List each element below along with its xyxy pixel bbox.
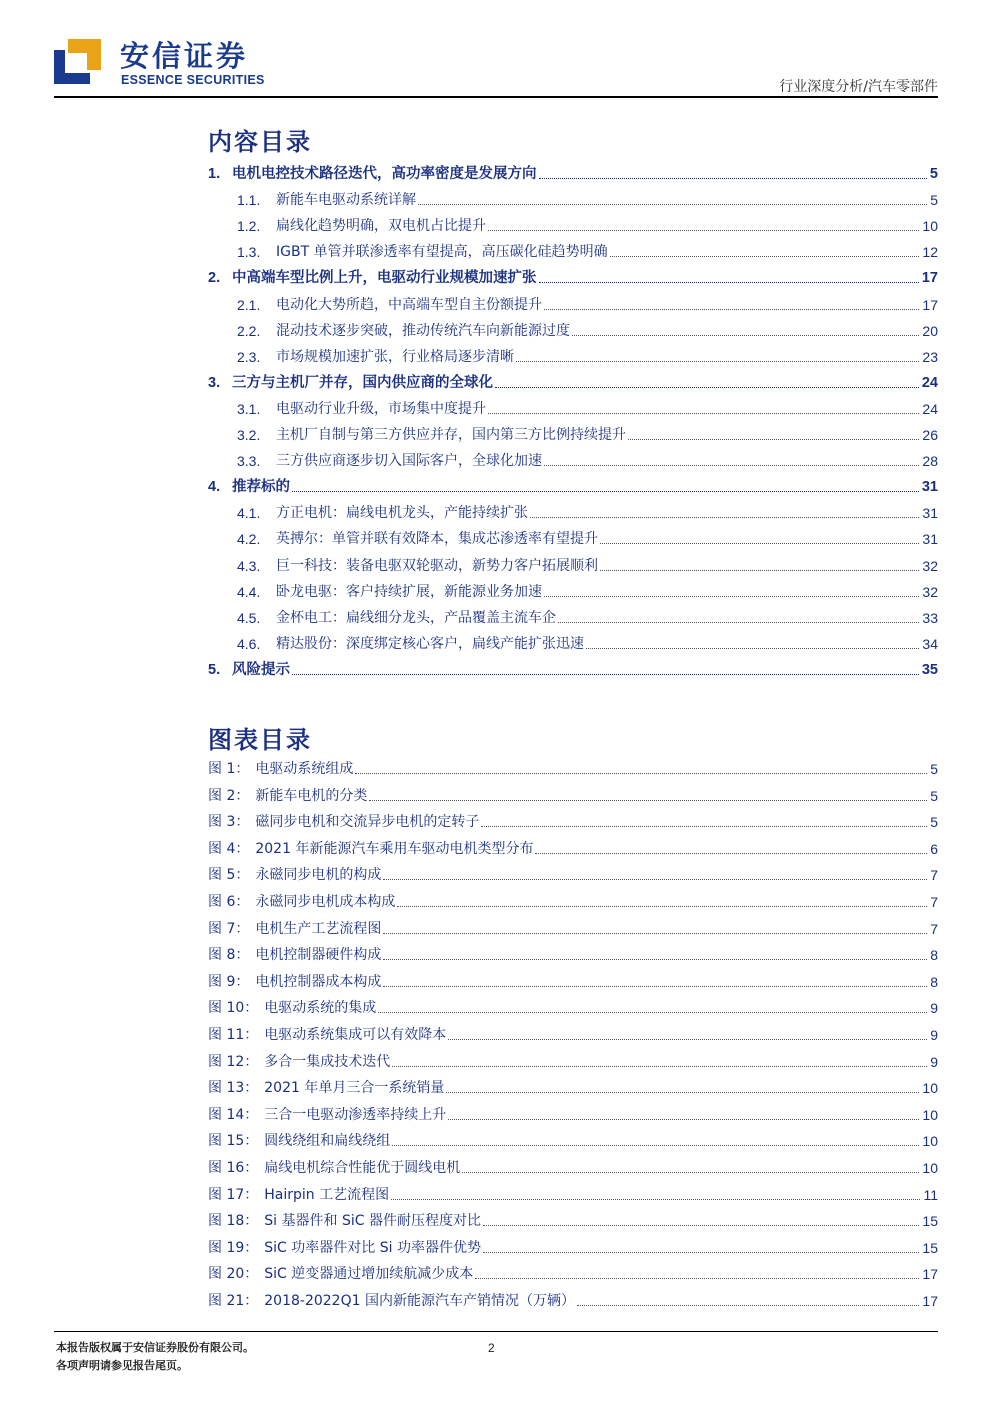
figure-entry-page: 10 — [922, 1080, 938, 1097]
toc-subsection-entry-page: 24 — [922, 400, 938, 417]
figure-entry-num: 图 18： — [208, 1213, 259, 1230]
toc-section-entry-label: 中高端车型比例上升，电驱动行业规模加速扩张 — [232, 270, 537, 287]
figure-entry[interactable] — [208, 892, 938, 912]
figure-entry-num: 图 4： — [208, 840, 250, 857]
toc-subsection-entry-leader-dots — [544, 596, 919, 597]
page-number: 2 — [488, 1341, 495, 1355]
figure-entry[interactable] — [208, 945, 938, 965]
toc-subsection-entry-label: 新能车电驱动系统详解 — [276, 192, 416, 209]
figure-entry-label: 永磁同步电机成本构成 — [255, 894, 396, 910]
toc-subsection-entry-label: 混动技术逐步突破，推动传统汽车向新能源过度 — [276, 322, 570, 339]
toc-subsection-entry-num: 4.1. — [237, 505, 261, 522]
figure-entry[interactable] — [208, 812, 938, 832]
figure-entry-leader-dots — [448, 1039, 927, 1040]
figure-entry-leader-dots — [392, 1145, 919, 1146]
figure-entry-label: SiC 逆变器通过增加续航减少成本 — [264, 1266, 474, 1283]
toc-section-entry-leader-dots — [539, 178, 927, 179]
figure-entry[interactable] — [208, 1264, 938, 1284]
toc-section-entry-leader-dots — [539, 282, 919, 283]
figure-entry-num: 图 19： — [208, 1239, 259, 1256]
toc-title: 内容目录 — [208, 128, 312, 156]
figure-entry[interactable] — [208, 1131, 938, 1151]
figure-entry-page: 10 — [922, 1160, 938, 1176]
figure-entry-page: 7 — [930, 920, 938, 937]
toc-subsection-entry-page: 12 — [922, 244, 938, 261]
figure-entry-num: 图 12： — [208, 1053, 259, 1070]
toc-subsection-entry-page: 32 — [922, 557, 938, 574]
toc-subsection-entry[interactable] — [237, 451, 938, 471]
footer-disclaimer: 各项声明请参见报告尾页。 — [56, 1359, 188, 1372]
figure-entry-num: 图 1： — [208, 761, 250, 777]
toc-subsection-entry-leader-dots — [600, 543, 919, 544]
toc-subsection-entry-num: 4.3. — [237, 557, 261, 574]
toc-subsection-entry-label: 英搏尔：单管并联有效降本，集成芯渗透率有望提升 — [276, 531, 598, 548]
toc-subsection-entry[interactable] — [237, 582, 938, 602]
figure-entry[interactable] — [208, 865, 938, 885]
toc-subsection-entry-label: 电动化大势所趋，中高端车型自主份额提升 — [276, 296, 542, 313]
toc-subsection-entry[interactable] — [237, 634, 938, 654]
figure-entry-page: 15 — [922, 1213, 938, 1230]
figure-entry[interactable] — [208, 839, 938, 859]
toc-subsection-entry-num: 2.1. — [237, 296, 261, 313]
figure-entry-label: Si 基器件和 SiC 器件耐压程度对比 — [264, 1213, 481, 1230]
figure-entry-page: 7 — [930, 894, 938, 910]
figure-entry[interactable] — [208, 1211, 938, 1231]
toc-subsection-entry-page: 33 — [922, 609, 938, 626]
toc-subsection-entry-leader-dots — [418, 204, 927, 205]
footer-copyright: 本报告版权属于安信证券股份有限公司。 — [56, 1341, 254, 1354]
figure-entry-label: 三合一电驱动渗透率持续上升 — [264, 1106, 447, 1123]
toc-subsection-entry-leader-dots — [544, 309, 919, 310]
figure-entry-page: 10 — [922, 1106, 938, 1123]
figure-entry-page: 8 — [930, 973, 938, 990]
figure-entry-leader-dots — [383, 933, 927, 934]
figure-entry-page: 5 — [930, 814, 938, 831]
toc-subsection-entry-label: 金杯电工：扁线细分龙头，产品覆盖主流车企 — [276, 609, 556, 626]
figure-entry-label: SiC 功率器件对比 Si 功率器件优势 — [264, 1239, 481, 1256]
toc-section-entry-leader-dots — [495, 387, 919, 388]
toc-subsection-entry[interactable] — [237, 503, 938, 523]
figure-entry-label: 新能车电机的分类 — [255, 787, 368, 804]
figure-entry[interactable] — [208, 1291, 938, 1311]
toc-subsection-entry-num: 4.4. — [237, 583, 261, 600]
toc-subsection-entry-leader-dots — [572, 335, 919, 336]
toc-section-entry[interactable] — [208, 164, 938, 184]
toc-subsection-entry-label: 巨一科技：装备电驱双轮驱动，新势力客户拓展顺利 — [276, 557, 598, 574]
toc-subsection-entry-leader-dots — [628, 439, 919, 440]
figure-entry-num: 图 13： — [208, 1080, 259, 1097]
toc-section-entry[interactable] — [208, 660, 938, 680]
toc-subsection-entry-leader-dots — [610, 256, 920, 257]
toc-section-entry-leader-dots — [292, 491, 919, 492]
report-category: 行业深度分析/汽车零部件 — [779, 79, 938, 95]
toc-subsection-entry-num: 1.1. — [237, 192, 261, 209]
figure-entry-num: 图 5： — [208, 867, 250, 884]
toc-subsection-entry-num: 2.2. — [237, 322, 261, 339]
toc-subsection-entry[interactable] — [237, 242, 938, 262]
figure-entry-leader-dots — [355, 773, 927, 774]
figure-entry-num: 图 20： — [208, 1266, 259, 1283]
toc-subsection-entry-label: 扁线化趋势明确，双电机占比提升 — [276, 218, 486, 235]
figure-entry-leader-dots — [397, 906, 927, 907]
figure-entry-label: 永磁同步电机的构成 — [255, 867, 382, 884]
toc-section-entry-num: 1. — [208, 166, 221, 182]
figure-entry-label: 电机生产工艺流程图 — [255, 920, 382, 937]
figure-entry-label: 电机控制器成本构成 — [255, 973, 382, 990]
toc-subsection-entry-label: 电驱动行业升级，市场集中度提升 — [276, 400, 486, 417]
toc-subsection-entry-leader-dots — [586, 648, 919, 649]
toc-subsection-entry[interactable] — [237, 556, 938, 576]
figure-entry-num: 图 16： — [208, 1160, 259, 1176]
toc-section-entry-num: 5. — [208, 661, 221, 678]
figure-entry-label: 磁同步电机和交流异步电机的定转子 — [255, 814, 480, 831]
toc-subsection-entry[interactable] — [237, 608, 938, 628]
figure-entry-leader-dots — [383, 959, 927, 960]
essence-logo-icon — [54, 36, 104, 84]
figure-entry-leader-dots — [483, 1252, 919, 1253]
figure-entry-label: 2021 年新能源汽车乘用车驱动电机类型分布 — [255, 840, 534, 857]
figure-entry-label: 电驱动系统集成可以有效降本 — [264, 1027, 447, 1043]
figure-entry-num: 图 21： — [208, 1293, 259, 1309]
figure-entry-num: 图 10： — [208, 1000, 259, 1017]
toc-subsection-entry-page: 32 — [922, 583, 938, 600]
toc-subsection-entry-page: 31 — [922, 505, 938, 522]
figure-entry-label: 电机控制器硬件构成 — [255, 947, 382, 964]
toc-subsection-entry[interactable] — [237, 347, 938, 367]
toc-subsection-entry-leader-dots — [488, 413, 919, 414]
toc-subsection-entry[interactable] — [237, 216, 938, 236]
figure-entry-leader-dots — [462, 1172, 919, 1173]
page-header — [54, 28, 938, 96]
figure-entry[interactable] — [208, 786, 938, 806]
figure-entry-num: 图 7： — [208, 920, 250, 937]
figure-entry-page: 9 — [930, 1027, 938, 1043]
figure-entry-num: 图 15： — [208, 1133, 259, 1150]
toc-section-entry-page: 35 — [921, 661, 938, 678]
toc-subsection-entry-page: 17 — [922, 296, 938, 313]
figure-entry-leader-dots — [577, 1305, 919, 1306]
toc-subsection-entry-num: 3.2. — [237, 427, 261, 443]
figure-entry-page: 7 — [930, 867, 938, 884]
toc-subsection-entry-leader-dots — [544, 465, 919, 466]
figure-entry-label: 电驱动系统组成 — [255, 761, 354, 777]
toc-section-entry-num: 4. — [208, 479, 221, 496]
toc-section-entry-num: 2. — [208, 270, 221, 287]
figure-entry-label: Hairpin 工艺流程图 — [264, 1186, 390, 1203]
figure-entry-leader-dots — [392, 1066, 927, 1067]
toc-subsection-entry[interactable] — [237, 295, 938, 315]
figure-entry[interactable] — [208, 1078, 938, 1098]
toc-subsection-entry-label: 方正电机：扁线电机龙头，产能持续扩张 — [276, 505, 528, 522]
figure-entry-page: 10 — [922, 1133, 938, 1150]
toc-subsection-entry-num: 3.3. — [237, 453, 261, 470]
toc-subsection-entry-page: 28 — [922, 453, 938, 470]
figure-entry[interactable] — [208, 1105, 938, 1125]
figure-entry-page: 17 — [922, 1266, 938, 1283]
figure-entry-leader-dots — [535, 853, 927, 854]
figure-entry-leader-dots — [369, 800, 927, 801]
toc-subsection-entry-num: 1.2. — [237, 218, 261, 235]
figure-entry-num: 图 17： — [208, 1186, 259, 1203]
figure-entry-leader-dots — [448, 1119, 919, 1120]
figure-entry-label: 扁线电机综合性能优于圆线电机 — [264, 1160, 461, 1176]
figure-entry-page: 9 — [930, 1000, 938, 1017]
toc-section-entry-page: 31 — [921, 479, 938, 496]
figure-entry-page: 5 — [930, 761, 938, 777]
toc-subsection-entry-label: 三方供应商逐步切入国际客户，全球化加速 — [276, 453, 542, 470]
figure-entry-leader-dots — [481, 826, 927, 827]
figure-entry-page: 5 — [930, 787, 938, 804]
toc-subsection-entry[interactable] — [237, 190, 938, 210]
toc-subsection-entry-page: 31 — [922, 531, 938, 548]
toc-section-entry-page: 5 — [929, 166, 938, 182]
figure-entry[interactable] — [208, 1238, 938, 1258]
toc-section-entry-num: 3. — [208, 374, 221, 391]
toc-subsection-entry-page: 10 — [922, 218, 938, 235]
figure-entry[interactable] — [208, 998, 938, 1018]
toc-subsection-entry-num: 3.1. — [237, 400, 261, 417]
toc-subsection-entry-page: 5 — [930, 192, 938, 209]
figure-entry-num: 图 8： — [208, 947, 250, 964]
toc-subsection-entry-num: 4.5. — [237, 609, 261, 626]
figure-entry-label: 2018-2022Q1 国内新能源汽车产销情况（万辆） — [264, 1293, 575, 1309]
toc-subsection-entry[interactable] — [237, 529, 938, 549]
toc-subsection-entry-num: 1.3. — [237, 244, 261, 261]
figure-entry[interactable] — [208, 1158, 938, 1178]
brand-name-en: ESSENCE SECURITIES — [121, 73, 265, 87]
toc-section-entry-label: 三方与主机厂并存，国内供应商的全球化 — [232, 374, 493, 391]
toc-section-entry[interactable] — [208, 268, 938, 288]
footer-divider — [54, 1331, 938, 1332]
toc-subsection-entry-label: 卧龙电驱：客户持续扩展，新能源业务加速 — [276, 583, 542, 600]
toc-section-entry-label: 推荐标的 — [232, 479, 290, 496]
figure-entry-label: 多合一集成技术迭代 — [264, 1053, 391, 1070]
toc-subsection-entry-page: 20 — [922, 322, 938, 339]
toc-subsection-entry-label: IGBT 单管并联渗透率有望提高，高压碳化硅趋势明确 — [276, 244, 608, 261]
toc-subsection-entry-leader-dots — [516, 361, 919, 362]
figure-entry[interactable] — [208, 759, 938, 779]
figure-entry-num: 图 11： — [208, 1027, 259, 1043]
toc-subsection-entry[interactable] — [237, 399, 938, 419]
toc-subsection-entry-leader-dots — [530, 517, 919, 518]
figure-entry-num: 图 9： — [208, 973, 250, 990]
figure-list-title: 图表目录 — [208, 726, 312, 754]
figure-entry[interactable] — [208, 972, 938, 992]
toc-section-entry[interactable] — [208, 373, 938, 393]
figure-entry-page: 9 — [930, 1053, 938, 1070]
figure-entry-page: 17 — [922, 1293, 938, 1309]
toc-subsection-entry-num: 2.3. — [237, 348, 261, 365]
figure-entry-num: 图 14： — [208, 1106, 259, 1123]
figure-entry-leader-dots — [446, 1092, 919, 1093]
figure-entry-leader-dots — [383, 879, 927, 880]
figure-entry[interactable] — [208, 1185, 938, 1205]
figure-entry-num: 图 3： — [208, 814, 250, 831]
toc-subsection-entry-label: 精达股份：深度绑定核心客户，扁线产能扩张迅速 — [276, 635, 584, 652]
figure-entry[interactable] — [208, 919, 938, 939]
figure-entry-label: 电驱动系统的集成 — [264, 1000, 377, 1017]
toc-section-entry[interactable] — [208, 477, 938, 497]
brand-name-cn: 安信证券 — [120, 39, 249, 73]
toc-subsection-entry-label: 主机厂自制与第三方供应并存，国内第三方比例持续提升 — [276, 427, 626, 443]
header-divider — [54, 96, 938, 98]
figure-entry-page: 8 — [930, 947, 938, 964]
toc-subsection-entry-page: 34 — [922, 635, 938, 652]
toc-subsection-entry-leader-dots — [488, 230, 919, 231]
figure-entry-label: 2021 年单月三合一系统销量 — [264, 1080, 445, 1097]
figure-entry-label: 圆线绕组和扁线绕组 — [264, 1133, 391, 1150]
toc-subsection-entry-leader-dots — [600, 570, 919, 571]
toc-subsection-entry-page: 23 — [922, 348, 938, 365]
toc-subsection-entry-num: 4.6. — [237, 635, 261, 652]
toc-subsection-entry-label: 市场规模加速扩张，行业格局逐步清晰 — [276, 348, 514, 365]
toc-section-entry-page: 24 — [921, 374, 938, 391]
figure-entry-leader-dots — [483, 1225, 919, 1226]
figure-entry-num: 图 6： — [208, 894, 250, 910]
figure-entry-leader-dots — [475, 1278, 919, 1279]
figure-entry-page: 11 — [923, 1186, 938, 1203]
figure-entry-page: 6 — [930, 840, 938, 857]
figure-entry-leader-dots — [378, 1012, 927, 1013]
toc-section-entry-label: 电机电控技术路径迭代，高功率密度是发展方向 — [232, 166, 537, 182]
toc-section-entry-page: 17 — [921, 270, 938, 287]
toc-subsection-entry[interactable] — [237, 321, 938, 341]
toc-subsection-entry-leader-dots — [558, 622, 919, 623]
toc-subsection-entry[interactable] — [237, 425, 938, 445]
figure-entry[interactable] — [208, 1025, 938, 1045]
figure-entry-num: 图 2： — [208, 787, 250, 804]
figure-entry-page: 15 — [922, 1239, 938, 1256]
toc-section-entry-leader-dots — [292, 674, 919, 675]
figure-entry-leader-dots — [383, 986, 927, 987]
toc-subsection-entry-num: 4.2. — [237, 531, 261, 548]
figure-entry-leader-dots — [391, 1199, 920, 1200]
figure-entry[interactable] — [208, 1052, 938, 1072]
toc-section-entry-label: 风险提示 — [232, 661, 290, 678]
toc-subsection-entry-page: 26 — [922, 427, 938, 443]
